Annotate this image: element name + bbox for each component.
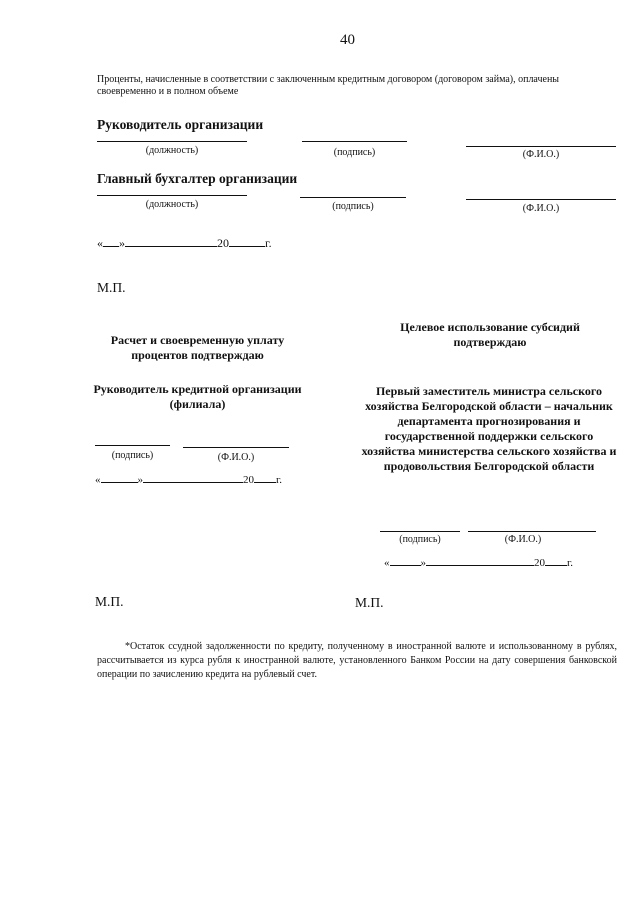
left-role-text: Руководитель кредитной организации (филиала) xyxy=(93,382,302,411)
position-line-2 xyxy=(97,195,247,196)
signature-caption-2: (подпись) xyxy=(332,201,374,212)
fio-line-2 xyxy=(466,199,616,200)
quote-open: « xyxy=(97,236,103,250)
left-fio-caption: (Ф.И.О.) xyxy=(217,452,255,463)
year-suffix: г. xyxy=(567,557,574,569)
quote-close: » xyxy=(420,557,426,569)
right-confirm-text: Целевое использование субсидий подтверждаю xyxy=(400,320,580,349)
footnote: *Остаток ссудной задолженности по кредиту, полученному в иностранной валюте и использованному в рублях, рассчитывается из курса рубля к иностранной валюте, установленного Банком России на дату совершения банковской операции по зачислению кредита на рублевый счет. xyxy=(97,641,617,680)
stamp-label-2: М.П. xyxy=(95,594,124,609)
quote-open: « xyxy=(95,474,101,486)
page-number: 40 xyxy=(340,32,355,48)
year-prefix: 20 xyxy=(243,474,254,486)
quote-close: » xyxy=(137,474,143,486)
quote-open: « xyxy=(384,557,390,569)
fio-caption-1: (Ф.И.О.) xyxy=(522,149,560,160)
signature-caption-1: (подпись) xyxy=(333,147,376,158)
head-org-title: Руководитель организации xyxy=(97,117,264,132)
year-prefix: 20 xyxy=(534,557,545,569)
right-fio-line xyxy=(468,531,596,532)
signature-line-2 xyxy=(300,197,406,198)
left-signature-line xyxy=(95,445,170,446)
right-signature-line xyxy=(380,531,460,532)
right-role-text: Первый заместитель министра сельского хозяйства Белгородской области – начальник департамента прогнозирования и государственной поддержки сельского хозяйства министерства сельского хозяйства и продовольствия Белгородской области xyxy=(361,384,617,473)
position-caption-1: (должность) xyxy=(145,145,199,156)
year-prefix: 20 xyxy=(217,236,229,250)
fio-line-1 xyxy=(466,146,616,147)
intro-text: Проценты, начисленные в соответствии с заключенным кредитным договором (договором займа), оплачены своевременно и в полном объеме xyxy=(97,74,560,97)
position-line-1 xyxy=(97,141,247,142)
left-confirm-text: Расчет и своевременную уплату процентов подтверждаю xyxy=(110,333,285,362)
stamp-label-3: М.П. xyxy=(355,595,384,610)
date-line-1 xyxy=(97,236,272,251)
right-fio-caption: (Ф.И.О.) xyxy=(504,534,542,545)
signature-line-1 xyxy=(302,141,407,142)
left-signature-caption: (подпись) xyxy=(111,450,154,461)
year-suffix: г. xyxy=(276,474,283,486)
date-line-3 xyxy=(384,557,573,569)
position-caption-2: (должность) xyxy=(145,199,199,210)
chief-accountant-title: Главный бухгалтер организации xyxy=(97,171,298,186)
right-signature-caption: (подпись) xyxy=(399,534,441,545)
quote-close: » xyxy=(119,236,125,250)
stamp-label-1: М.П. xyxy=(97,280,126,295)
date-line-2 xyxy=(95,474,282,486)
fio-caption-2: (Ф.И.О.) xyxy=(522,203,560,214)
year-suffix: г. xyxy=(265,236,272,250)
left-fio-line xyxy=(183,447,289,448)
